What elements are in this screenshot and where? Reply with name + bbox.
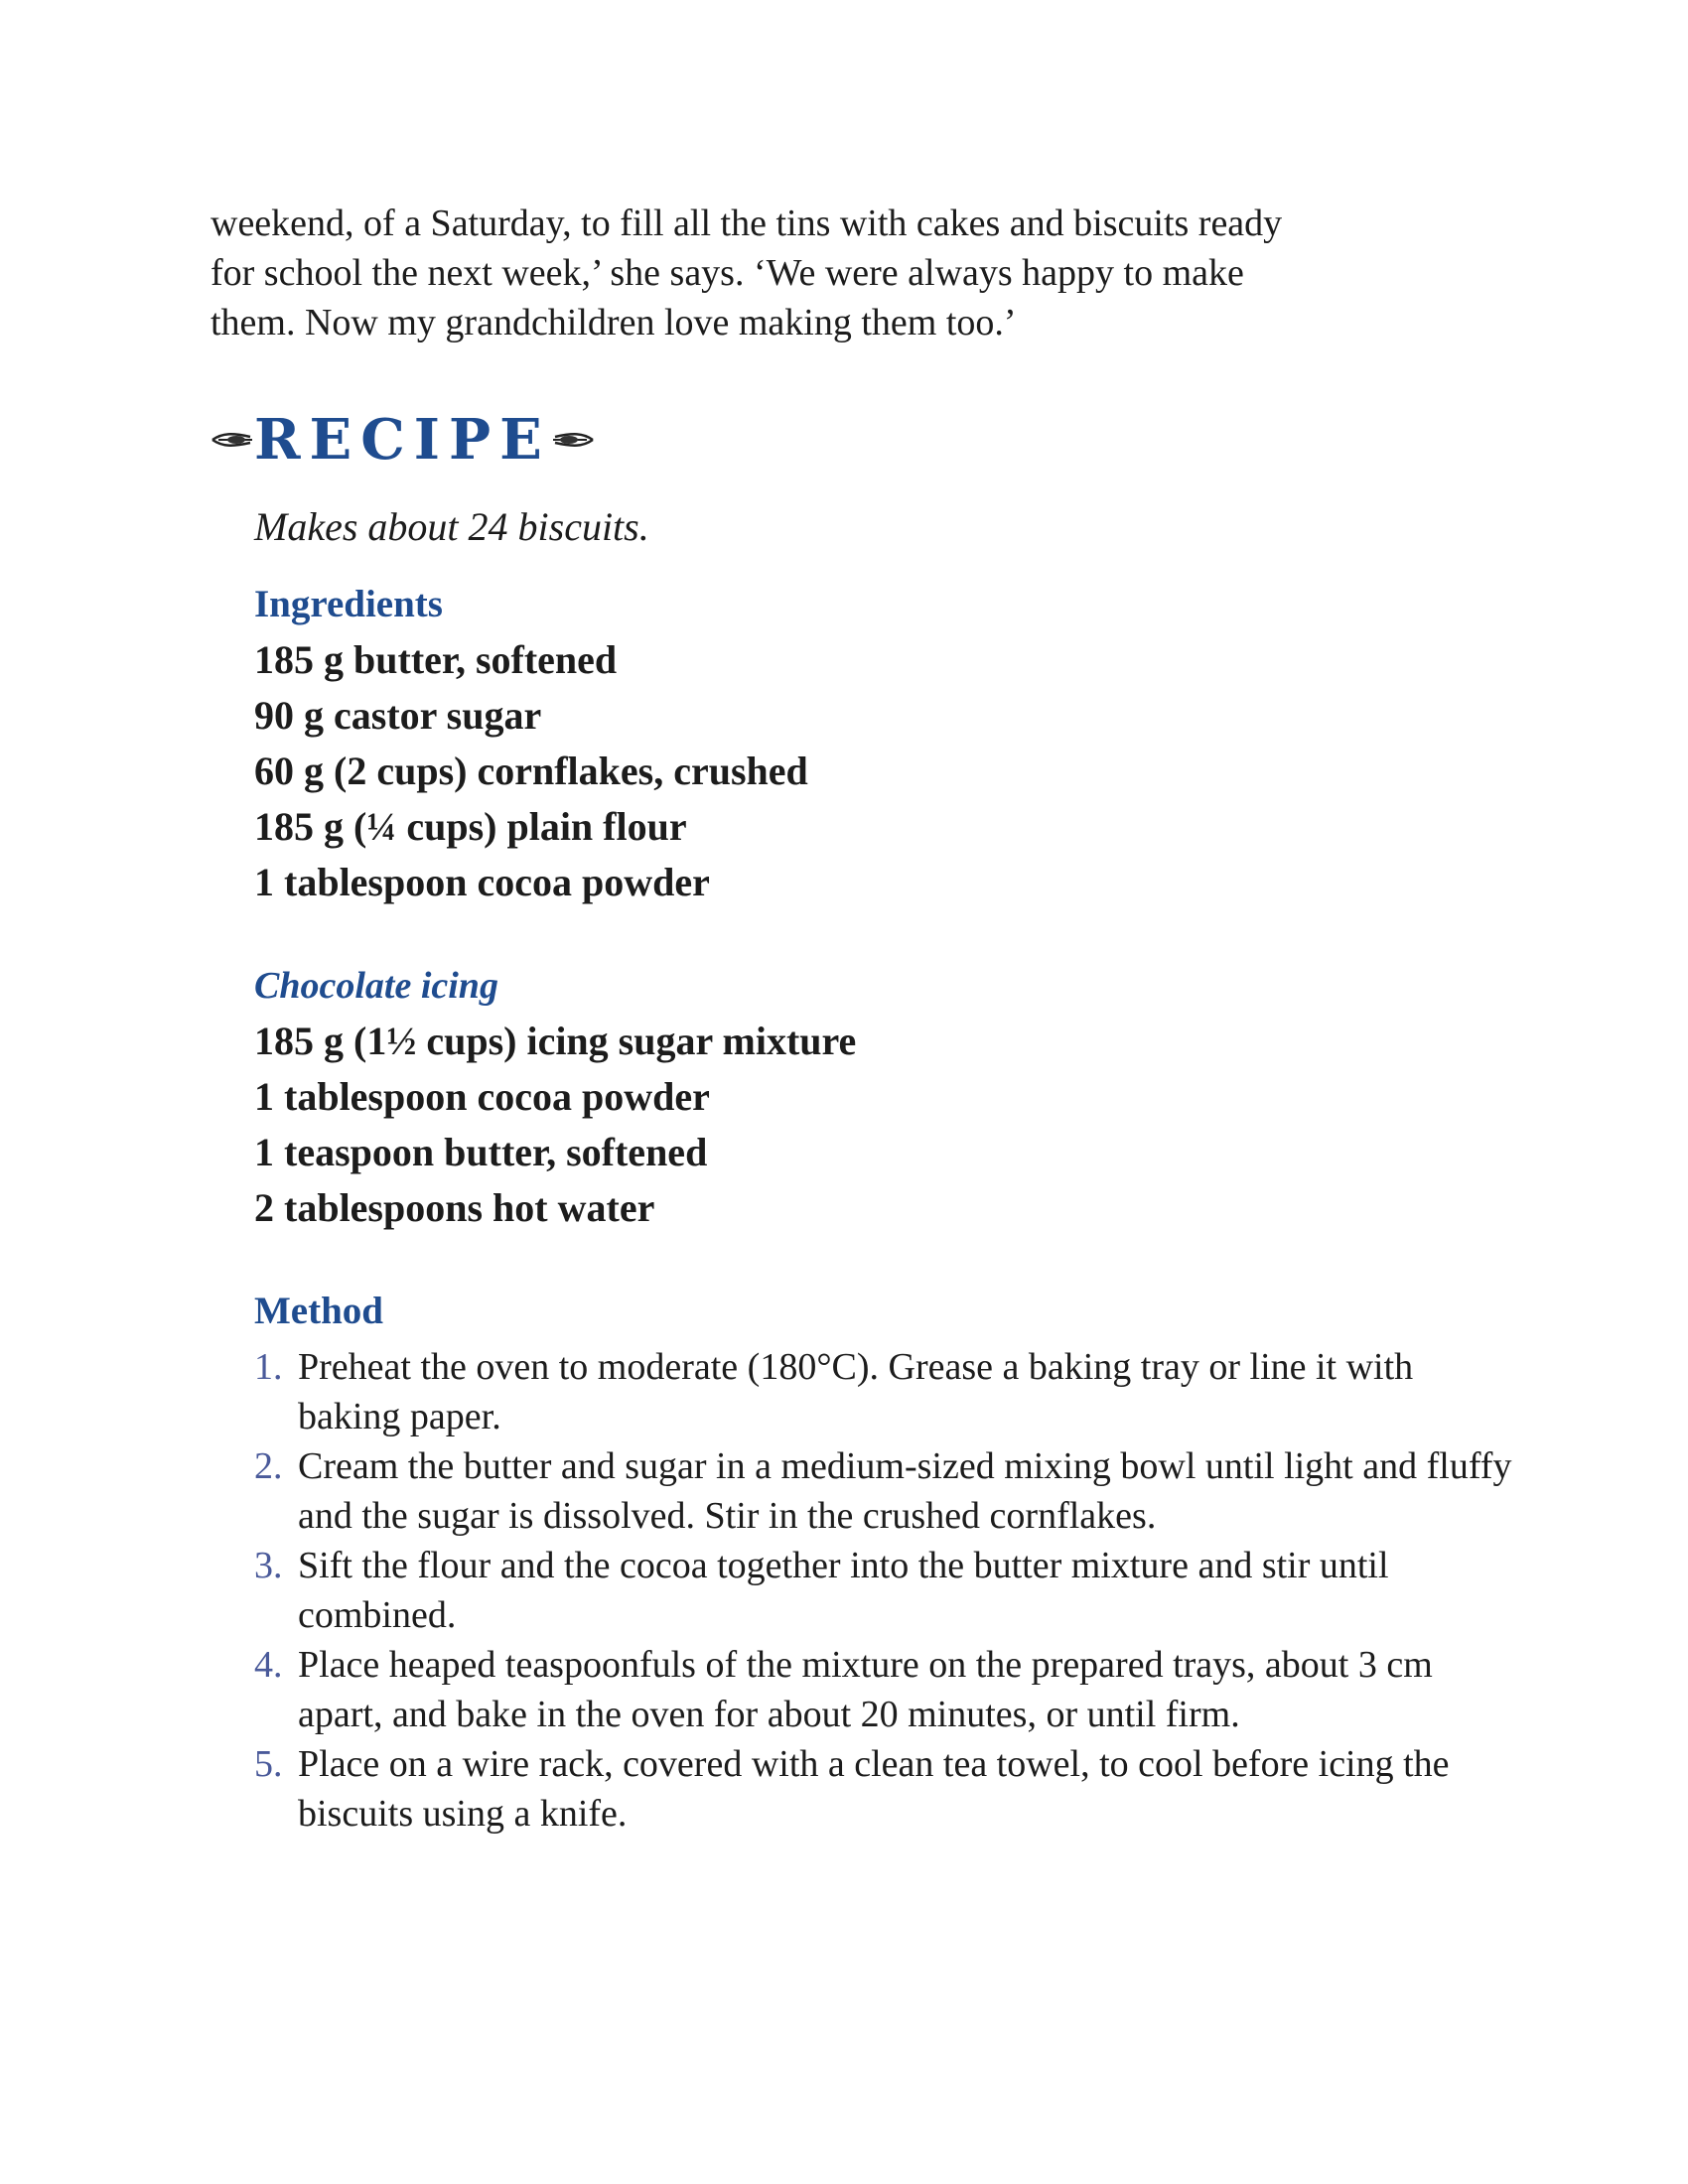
recipe-title: RECIPE xyxy=(254,407,551,473)
icing-item: 2 tablespoons hot water xyxy=(254,1185,655,1230)
method-step xyxy=(254,1541,1515,1640)
step-text: Place heaped teaspoonfuls of the mixture on the prepared trays, about 3 cm apart, and bake in the oven for about 20 minutes, or until firm. xyxy=(298,1644,1433,1735)
step-text: Preheat the oven to moderate (180°C). Grease a baking tray or line it with baking paper. xyxy=(298,1346,1414,1437)
icing-item: 185 g (1½ cups) icing sugar mixture xyxy=(254,1019,857,1063)
method-step xyxy=(254,1342,1515,1441)
method-step xyxy=(254,1441,1515,1541)
ingredient-item: 90 g castor sugar xyxy=(254,693,542,738)
intro-line: weekend, of a Saturday, to fill all the tins with cakes and biscuits ready xyxy=(211,203,1283,244)
yield-text: Makes about 24 biscuits. xyxy=(254,504,649,549)
icing-item: 1 tablespoon cocoa powder xyxy=(254,1074,710,1119)
intro-paragraph xyxy=(211,199,1501,347)
method-heading: Method xyxy=(254,1290,383,1332)
method-list xyxy=(254,1342,1515,1839)
icing-item: 1 teaspoon butter, softened xyxy=(254,1130,708,1174)
ingredients-list xyxy=(254,632,808,910)
step-number: 2. xyxy=(254,1445,283,1487)
step-text: Sift the flour and the cocoa together into the butter mixture and stir until combined. xyxy=(298,1545,1389,1636)
ingredient-item: 60 g (2 cups) cornflakes, crushed xyxy=(254,749,808,793)
icing-list xyxy=(254,1014,856,1236)
step-number: 1. xyxy=(254,1346,283,1388)
step-text: Place on a wire rack, covered with a clean tea towel, to cool before icing the biscuits using a knife. xyxy=(298,1743,1450,1835)
step-number: 3. xyxy=(254,1545,283,1586)
ingredient-item: 185 g (¼ cups) plain flour xyxy=(254,804,687,849)
ingredients-heading: Ingredients xyxy=(254,583,443,625)
recipe-heading xyxy=(211,405,595,475)
left-flourish-icon xyxy=(211,425,254,455)
intro-line: for school the next week,’ she says. ‘We were always happy to make xyxy=(211,252,1244,294)
icing-heading: Chocolate icing xyxy=(254,965,498,1007)
ingredient-item: 185 g butter, softened xyxy=(254,637,618,682)
method-step xyxy=(254,1640,1515,1739)
step-number: 5. xyxy=(254,1743,283,1785)
right-flourish-icon xyxy=(551,425,595,455)
step-text: Cream the butter and sugar in a medium-sized mixing bowl until light and fluffy and the sugar is dissolved. Stir in the crushed cornflakes. xyxy=(298,1445,1512,1537)
step-number: 4. xyxy=(254,1644,283,1686)
intro-line: them. Now my grandchildren love making them too.’ xyxy=(211,302,1017,343)
ingredient-item: 1 tablespoon cocoa powder xyxy=(254,860,710,904)
method-step xyxy=(254,1739,1515,1839)
